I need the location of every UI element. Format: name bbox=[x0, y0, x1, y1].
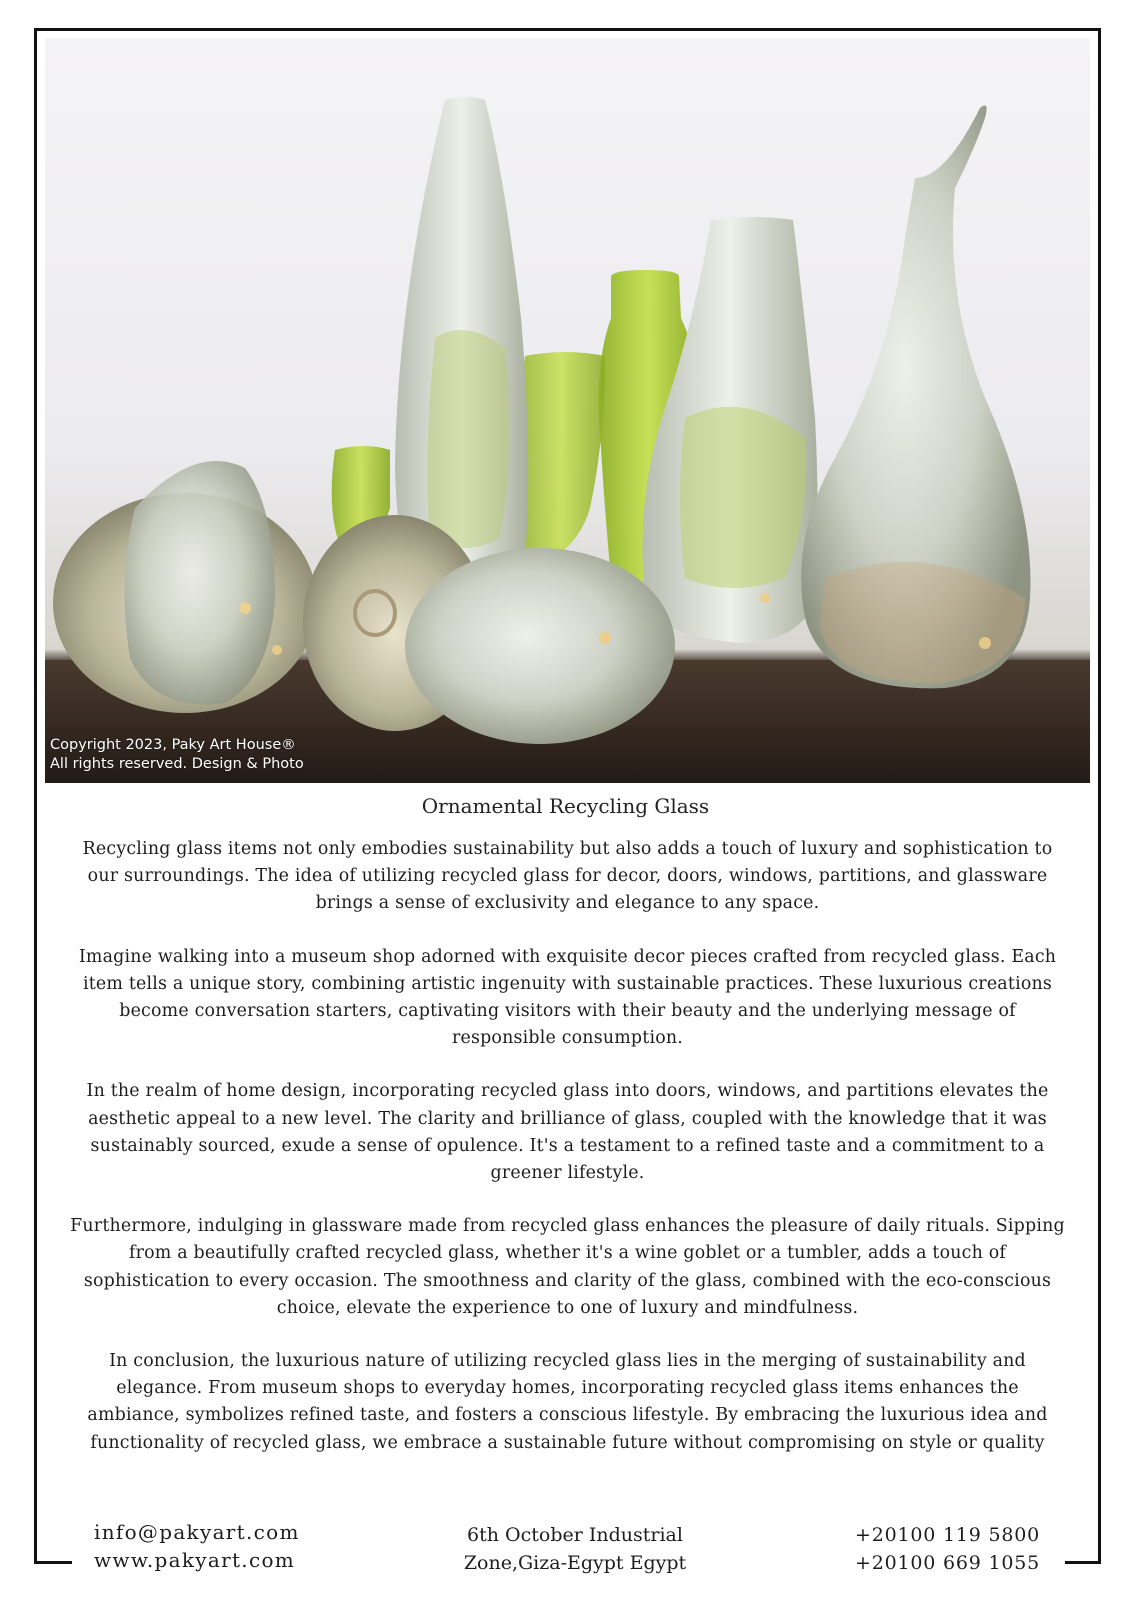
footer-phones bbox=[855, 1521, 1055, 1577]
footer-contact bbox=[94, 1518, 324, 1574]
article-body bbox=[70, 836, 1065, 1483]
website-link[interactable]: www.pakyart.com bbox=[94, 1548, 296, 1572]
glass-vases-photo bbox=[45, 38, 1090, 783]
paragraph: Furthermore, indulging in glassware made from recycled glass enhances the pleasure of daily rituals. Sipping from a beautifully crafted recycled glass, whether it's a wine goblet or a tumbler, adds a touch of sophistication to every occasion. The smoothness and clarity of the glass, combined with the eco-conscious choice, elevate the experience to one of luxury and mindfulness. bbox=[70, 1216, 1065, 1318]
page-frame-top bbox=[34, 28, 1101, 31]
page-frame-bottom-left bbox=[34, 1561, 72, 1564]
paragraph: In the realm of home design, incorporating recycled glass into doors, windows, and partitions elevates the aesthetic appeal to a new level. The clarity and brilliance of glass, coupled with the knowledge that it was sustainably sourced, exude a sense of opulence. It's a testament to a refined taste and a commitment to a greener lifestyle. bbox=[86, 1081, 1049, 1184]
copyright-line-2: All rights reserved. Design & Photo bbox=[50, 756, 304, 772]
copyright-line-1: Copyright 2023, Paky Art House® bbox=[50, 737, 296, 753]
paragraph: Imagine walking into a museum shop adorned with exquisite decor pieces crafted from recycled glass. Each item tells a unique story, combining artistic ingenuity with sustainable practices. These luxurious creations become conversation starters, captivating visitors with their beauty and the underlying message of responsible consumption. bbox=[78, 946, 1057, 1049]
glass-vases-illustration bbox=[45, 38, 1090, 783]
phone-number-1[interactable]: +20100 119 5800 bbox=[855, 1524, 1041, 1546]
page-frame-bottom-right bbox=[1065, 1561, 1101, 1564]
address-line-1: 6th October Industrial bbox=[467, 1524, 683, 1546]
footer-address bbox=[410, 1521, 740, 1577]
photo-caption: Ornamental Recycling Glass bbox=[421, 794, 710, 818]
photo-copyright bbox=[50, 736, 304, 774]
paragraph: Recycling glass items not only embodies sustainability but also adds a touch of luxury and sophistication to our surroundings. The idea of utilizing recycled glass for decor, doors, windows, partitions, and glassware brings a sense of exclusivity and elegance to any space. bbox=[82, 839, 1053, 914]
phone-number-2[interactable]: +20100 669 1055 bbox=[855, 1552, 1041, 1574]
email-link[interactable]: info@pakyart.com bbox=[94, 1520, 300, 1544]
address-line-2: Zone,Giza-Egypt Egypt bbox=[463, 1552, 687, 1574]
paragraph: In conclusion, the luxurious nature of utilizing recycled glass lies in the merging of sustainability and elegance. From museum shops to everyday homes, incorporating recycled glass items enhances the ambiance, symbolizes refined taste, and fosters a conscious lifestyle. By embracing the luxurious idea and functionality of recycled glass, we embrace a sustainable future without compromising on style or quality bbox=[87, 1351, 1048, 1453]
